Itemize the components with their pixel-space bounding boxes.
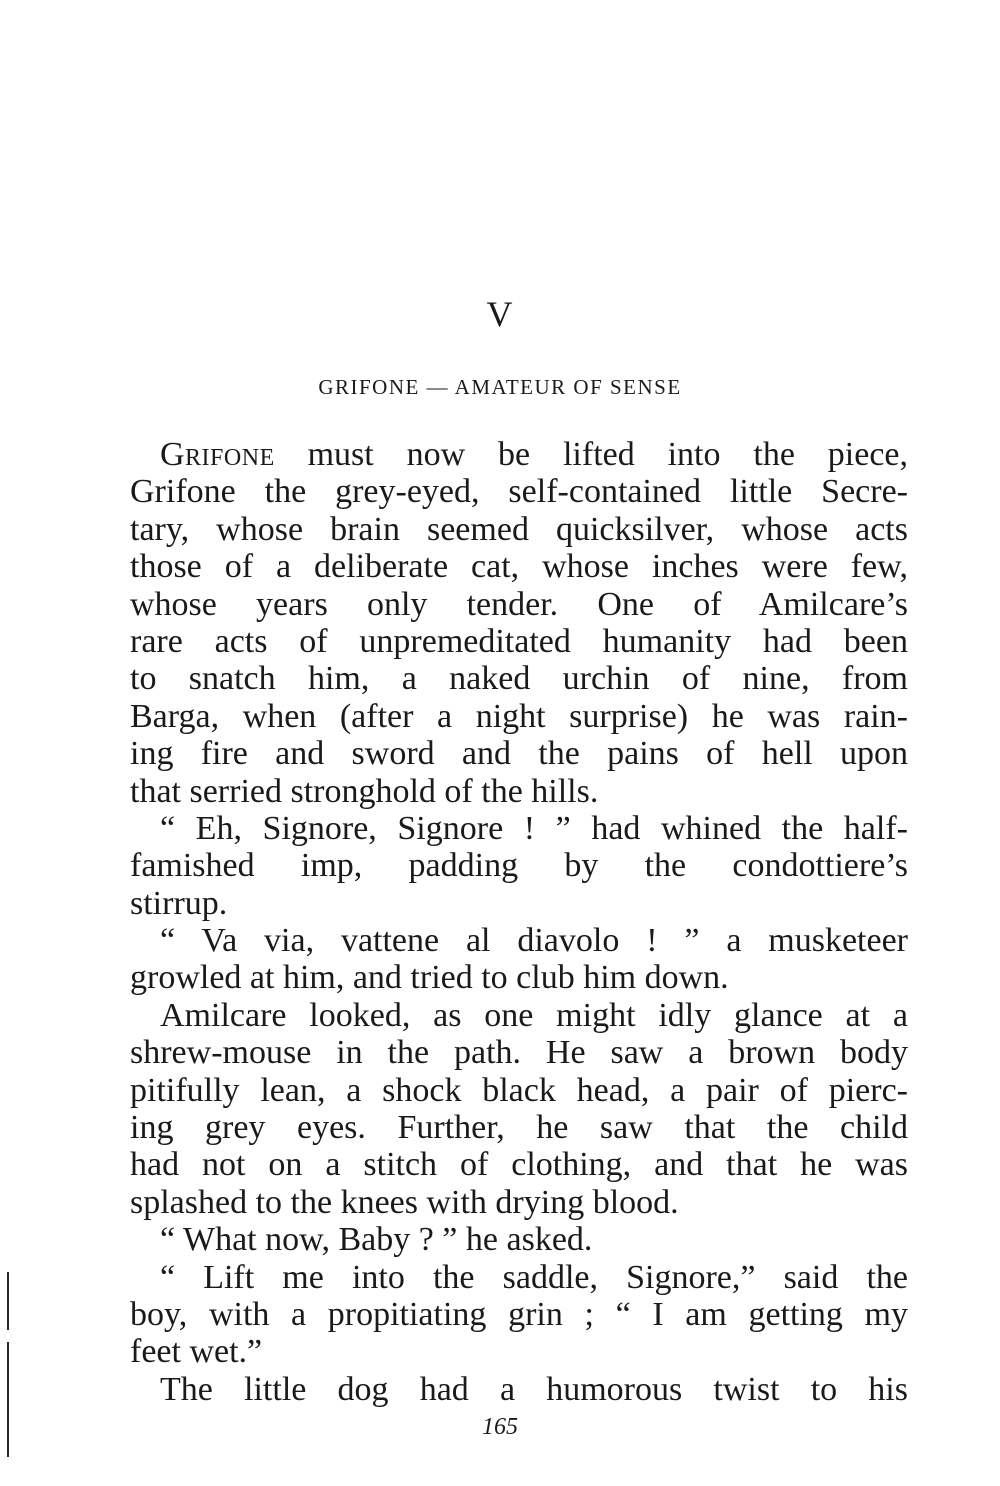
text-line: tary, whose brain seemed quicksilver, whose acts (130, 510, 908, 548)
text-line: had not on a stitch of clothing, and that he was (130, 1146, 908, 1184)
text-line: splashed to the knees with drying blood. (130, 1183, 679, 1221)
text-line: those of a deliberate cat, whose inches were few, (130, 548, 908, 586)
text-line: that serried stronghold of the hills. (130, 772, 599, 810)
margin-rule (7, 1272, 9, 1330)
text-line: Grifone the grey-eyed, self-contained little Secre- (130, 473, 908, 511)
body-text (130, 436, 908, 1408)
text-line: “ Va via, vattene al diavolo ! ” a musketeer (160, 922, 908, 960)
chapter-numeral: V (486, 294, 514, 334)
margin-rule (7, 1342, 9, 1457)
text-line: rare acts of unpremeditated humanity had been (130, 622, 908, 660)
text-line: Grifone must now be lifted into the piece, (160, 436, 908, 473)
text-line: ing fire and sword and the pains of hell upon (130, 735, 908, 773)
page-number: 165 (482, 1414, 518, 1440)
text-line: feet wet.” (130, 1333, 263, 1371)
text-line: to snatch him, a naked urchin of nine, from (130, 660, 908, 698)
text-line: famished imp, padding by the condottiere’s (130, 847, 908, 885)
chapter-title: GRIFONE — AMATEUR OF SENSE (318, 375, 682, 399)
text-line: “ Eh, Signore, Signore ! ” had whined the half- (160, 809, 908, 847)
text-line: boy, with a propitiating grin ; “ I am getting my (130, 1295, 908, 1333)
text-line: The little dog had a humorous twist to his (160, 1370, 908, 1408)
text-line: “ What now, Baby ? ” he asked. (160, 1221, 593, 1259)
text-line: Barga, when (after a night surprise) he was rain- (130, 697, 908, 735)
small-caps-lead-word: Grifone (160, 436, 275, 473)
text-line: Amilcare looked, as one might idly glance at a (160, 996, 908, 1034)
text-line: “ Lift me into the saddle, Signore,” said the (160, 1258, 908, 1296)
text-line: growled at him, and tried to club him down. (130, 959, 729, 997)
text-line: shrew-mouse in the path. He saw a brown body (130, 1034, 908, 1072)
text-line: pitifully lean, a shock black head, a pair of pierc- (130, 1071, 908, 1109)
text-line: whose years only tender. One of Amilcare’s (130, 585, 908, 623)
text-line: ing grey eyes. Further, he saw that the child (130, 1109, 908, 1147)
text-line: stirrup. (130, 884, 228, 922)
